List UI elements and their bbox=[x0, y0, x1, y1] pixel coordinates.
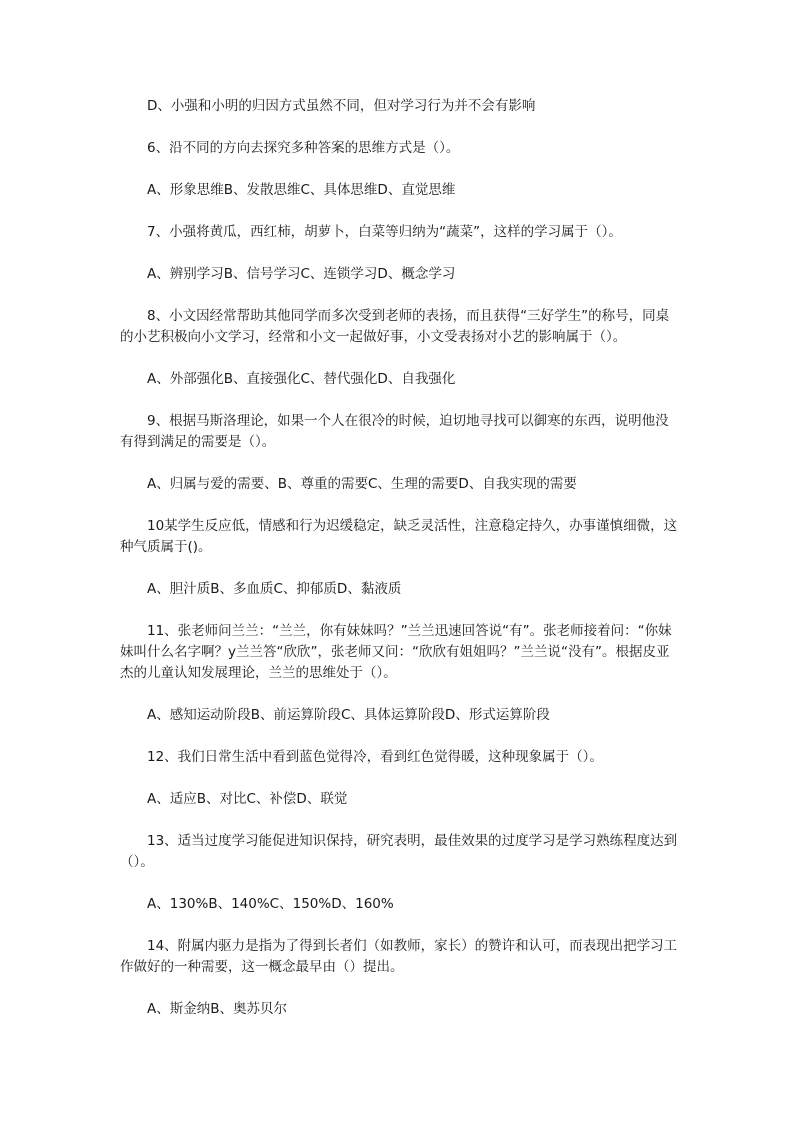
question-9: 9、根据马斯洛理论，如果一个人在很冷的时候，迫切地寻找可以御寒的东西，说明他没有得到满足的需要是（）。 bbox=[120, 413, 669, 450]
options-10: A、胆汁质B、多血质C、抑郁质D、黏液质 bbox=[147, 581, 402, 597]
option-line: D、小强和小明的归因方式虽然不同，但对学习行为并不会有影响 bbox=[147, 98, 536, 114]
options-9: A、归属与爱的需要、B、尊重的需要C、生理的需要D、自我实现的需要 bbox=[147, 476, 577, 492]
options-11: A、感知运动阶段B、前运算阶段C、具体运算阶段D、形式运算阶段 bbox=[147, 707, 550, 723]
options-6: A、形象思维B、发散思维C、具体思维D、直觉思维 bbox=[147, 182, 456, 198]
options-8: A、外部强化B、直接强化C、替代强化D、自我强化 bbox=[147, 371, 456, 387]
options-7: A、辨别学习B、信号学习C、连锁学习D、概念学习 bbox=[147, 266, 456, 282]
options-12: A、适应B、对比C、补偿D、联觉 bbox=[147, 791, 348, 807]
question-6: 6、沿不同的方向去探究多种答案的思维方式是（）。 bbox=[147, 140, 460, 156]
question-14: 14、附属内驱力是指为了得到长者们（如教师，家长）的赞许和认可，而表现出把学习工作做好的一种需要，这一概念最早由（）提出。 bbox=[120, 938, 678, 975]
question-11: 11、张老师问兰兰：“兰兰，你有妹妹吗？”兰兰迅速回答说“有”。张老师接着问：“你妹妹叫什么名字啊？y兰兰答“欣欣”，张老师又问：“欣欣有姐姐吗？”兰兰说“没有”。根据皮亚杰的儿童认知发展理论，兰兰的思维处于（）。 bbox=[120, 623, 672, 681]
question-7: 7、小强将黄瓜，西红柿，胡萝卜，白菜等归纳为“蔬菜”，这样的学习属于（）。 bbox=[147, 224, 622, 240]
question-8: 8、小文因经常帮助其他同学而多次受到老师的表扬，而且获得“三好学生”的称号，同桌的小艺积极向小文学习，经常和小文一起做好事，小文受表扬对小艺的影响属于（）。 bbox=[120, 308, 670, 345]
question-10: 10某学生反应低，情感和行为迟缓稳定，缺乏灵活性，注意稳定持久，办事谨慎细微，这种气质属于()。 bbox=[120, 518, 678, 555]
options-13: A、130%B、140%C、150%D、160% bbox=[147, 896, 394, 912]
document-body bbox=[120, 96, 680, 1041]
question-13: 13、适当过度学习能促进知识保持，研究表明，最佳效果的过度学习是学习熟练程度达到（）。 bbox=[120, 833, 678, 870]
question-12: 12、我们日常生活中看到蓝色觉得冷，看到红色觉得暖，这种现象属于（）。 bbox=[147, 749, 603, 765]
options-14: A、斯金纳B、奥苏贝尔 bbox=[147, 1001, 287, 1017]
